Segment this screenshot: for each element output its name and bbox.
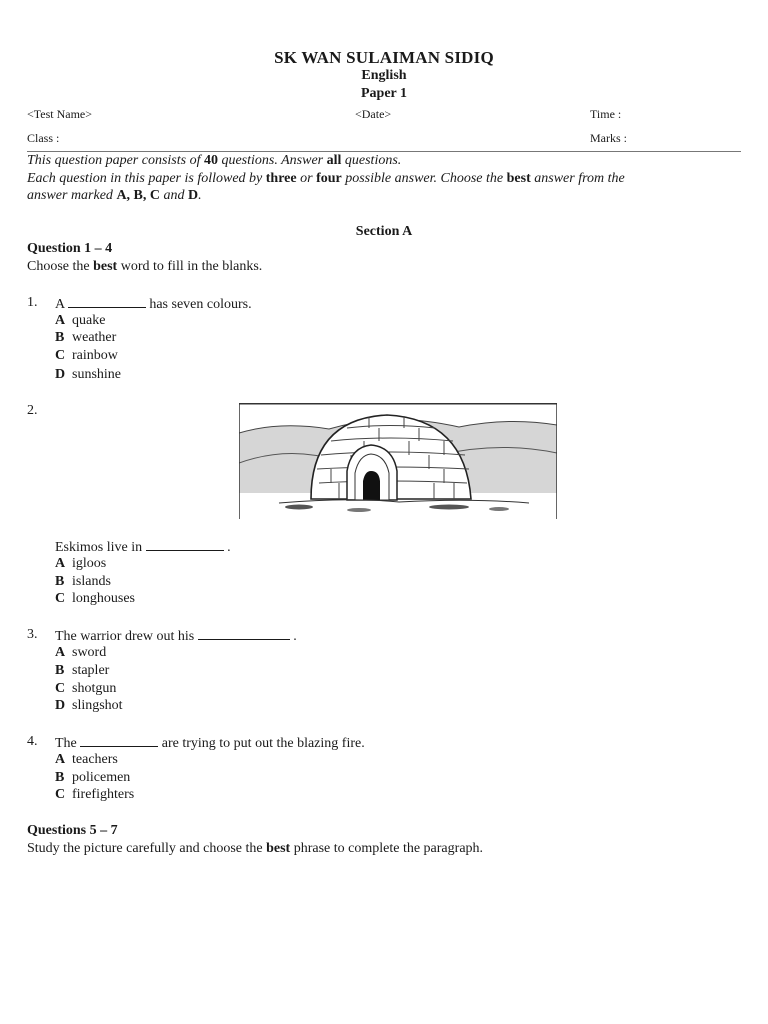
class-field: Class : <box>27 131 60 145</box>
question-stem: The are trying to put out the blazing fire. <box>55 736 365 751</box>
question-number: 1. <box>27 295 38 310</box>
answer-option: C longhouses <box>55 591 135 606</box>
answer-option: C firefighters <box>55 787 135 802</box>
question-group-prompt: Study the picture carefully and choose the best phrase to complete the paragraph. <box>27 841 484 856</box>
question-stem: The warrior drew out his . <box>55 629 297 644</box>
answer-option: D sunshine <box>55 367 121 382</box>
answer-option: C rainbow <box>55 348 118 363</box>
subject-title: English <box>361 68 407 83</box>
answer-blank <box>198 627 290 640</box>
answer-option: A igloos <box>55 556 107 571</box>
header-divider <box>27 151 741 152</box>
instruction-line-3: answer marked A, B, C and D. <box>27 188 202 203</box>
question-number: 3. <box>27 627 38 642</box>
test-name-field: <Test Name> <box>27 107 93 121</box>
answer-option: B policemen <box>55 770 131 785</box>
question-number: 4. <box>27 734 38 749</box>
question-stem: A has seven colours. <box>55 297 252 312</box>
igloo-illustration <box>239 403 557 519</box>
answer-option: B weather <box>55 330 117 345</box>
section-title: Section A <box>355 224 413 239</box>
question-group-heading: Questions 5 – 7 <box>27 823 118 838</box>
answer-blank <box>68 295 146 308</box>
time-field: Time : <box>590 107 622 121</box>
date-field: <Date> <box>355 107 392 121</box>
marks-field: Marks : <box>590 131 627 145</box>
answer-option: B stapler <box>55 663 110 678</box>
instruction-line-2: Each question in this paper is followed by three or four possible answer. Choose the best answer from the <box>27 171 625 186</box>
school-name: SK WAN SULAIMAN SIDIQ <box>274 48 494 67</box>
answer-option: A quake <box>55 313 106 328</box>
answer-option: A sword <box>55 645 107 660</box>
answer-option: D slingshot <box>55 698 123 713</box>
answer-option: C shotgun <box>55 681 117 696</box>
answer-blank <box>146 538 224 551</box>
question-group-prompt: Choose the best word to fill in the blanks. <box>27 259 263 274</box>
question-stem: Eskimos live in . <box>55 540 231 555</box>
question-group-heading: Question 1 – 4 <box>27 241 113 256</box>
answer-option: A teachers <box>55 752 118 767</box>
paper-title: Paper 1 <box>360 86 407 101</box>
question-number: 2. <box>27 403 38 418</box>
instruction-line-1: This question paper consists of 40 questions. Answer all questions. <box>27 153 402 168</box>
answer-option: B islands <box>55 574 111 589</box>
answer-blank <box>80 734 158 747</box>
